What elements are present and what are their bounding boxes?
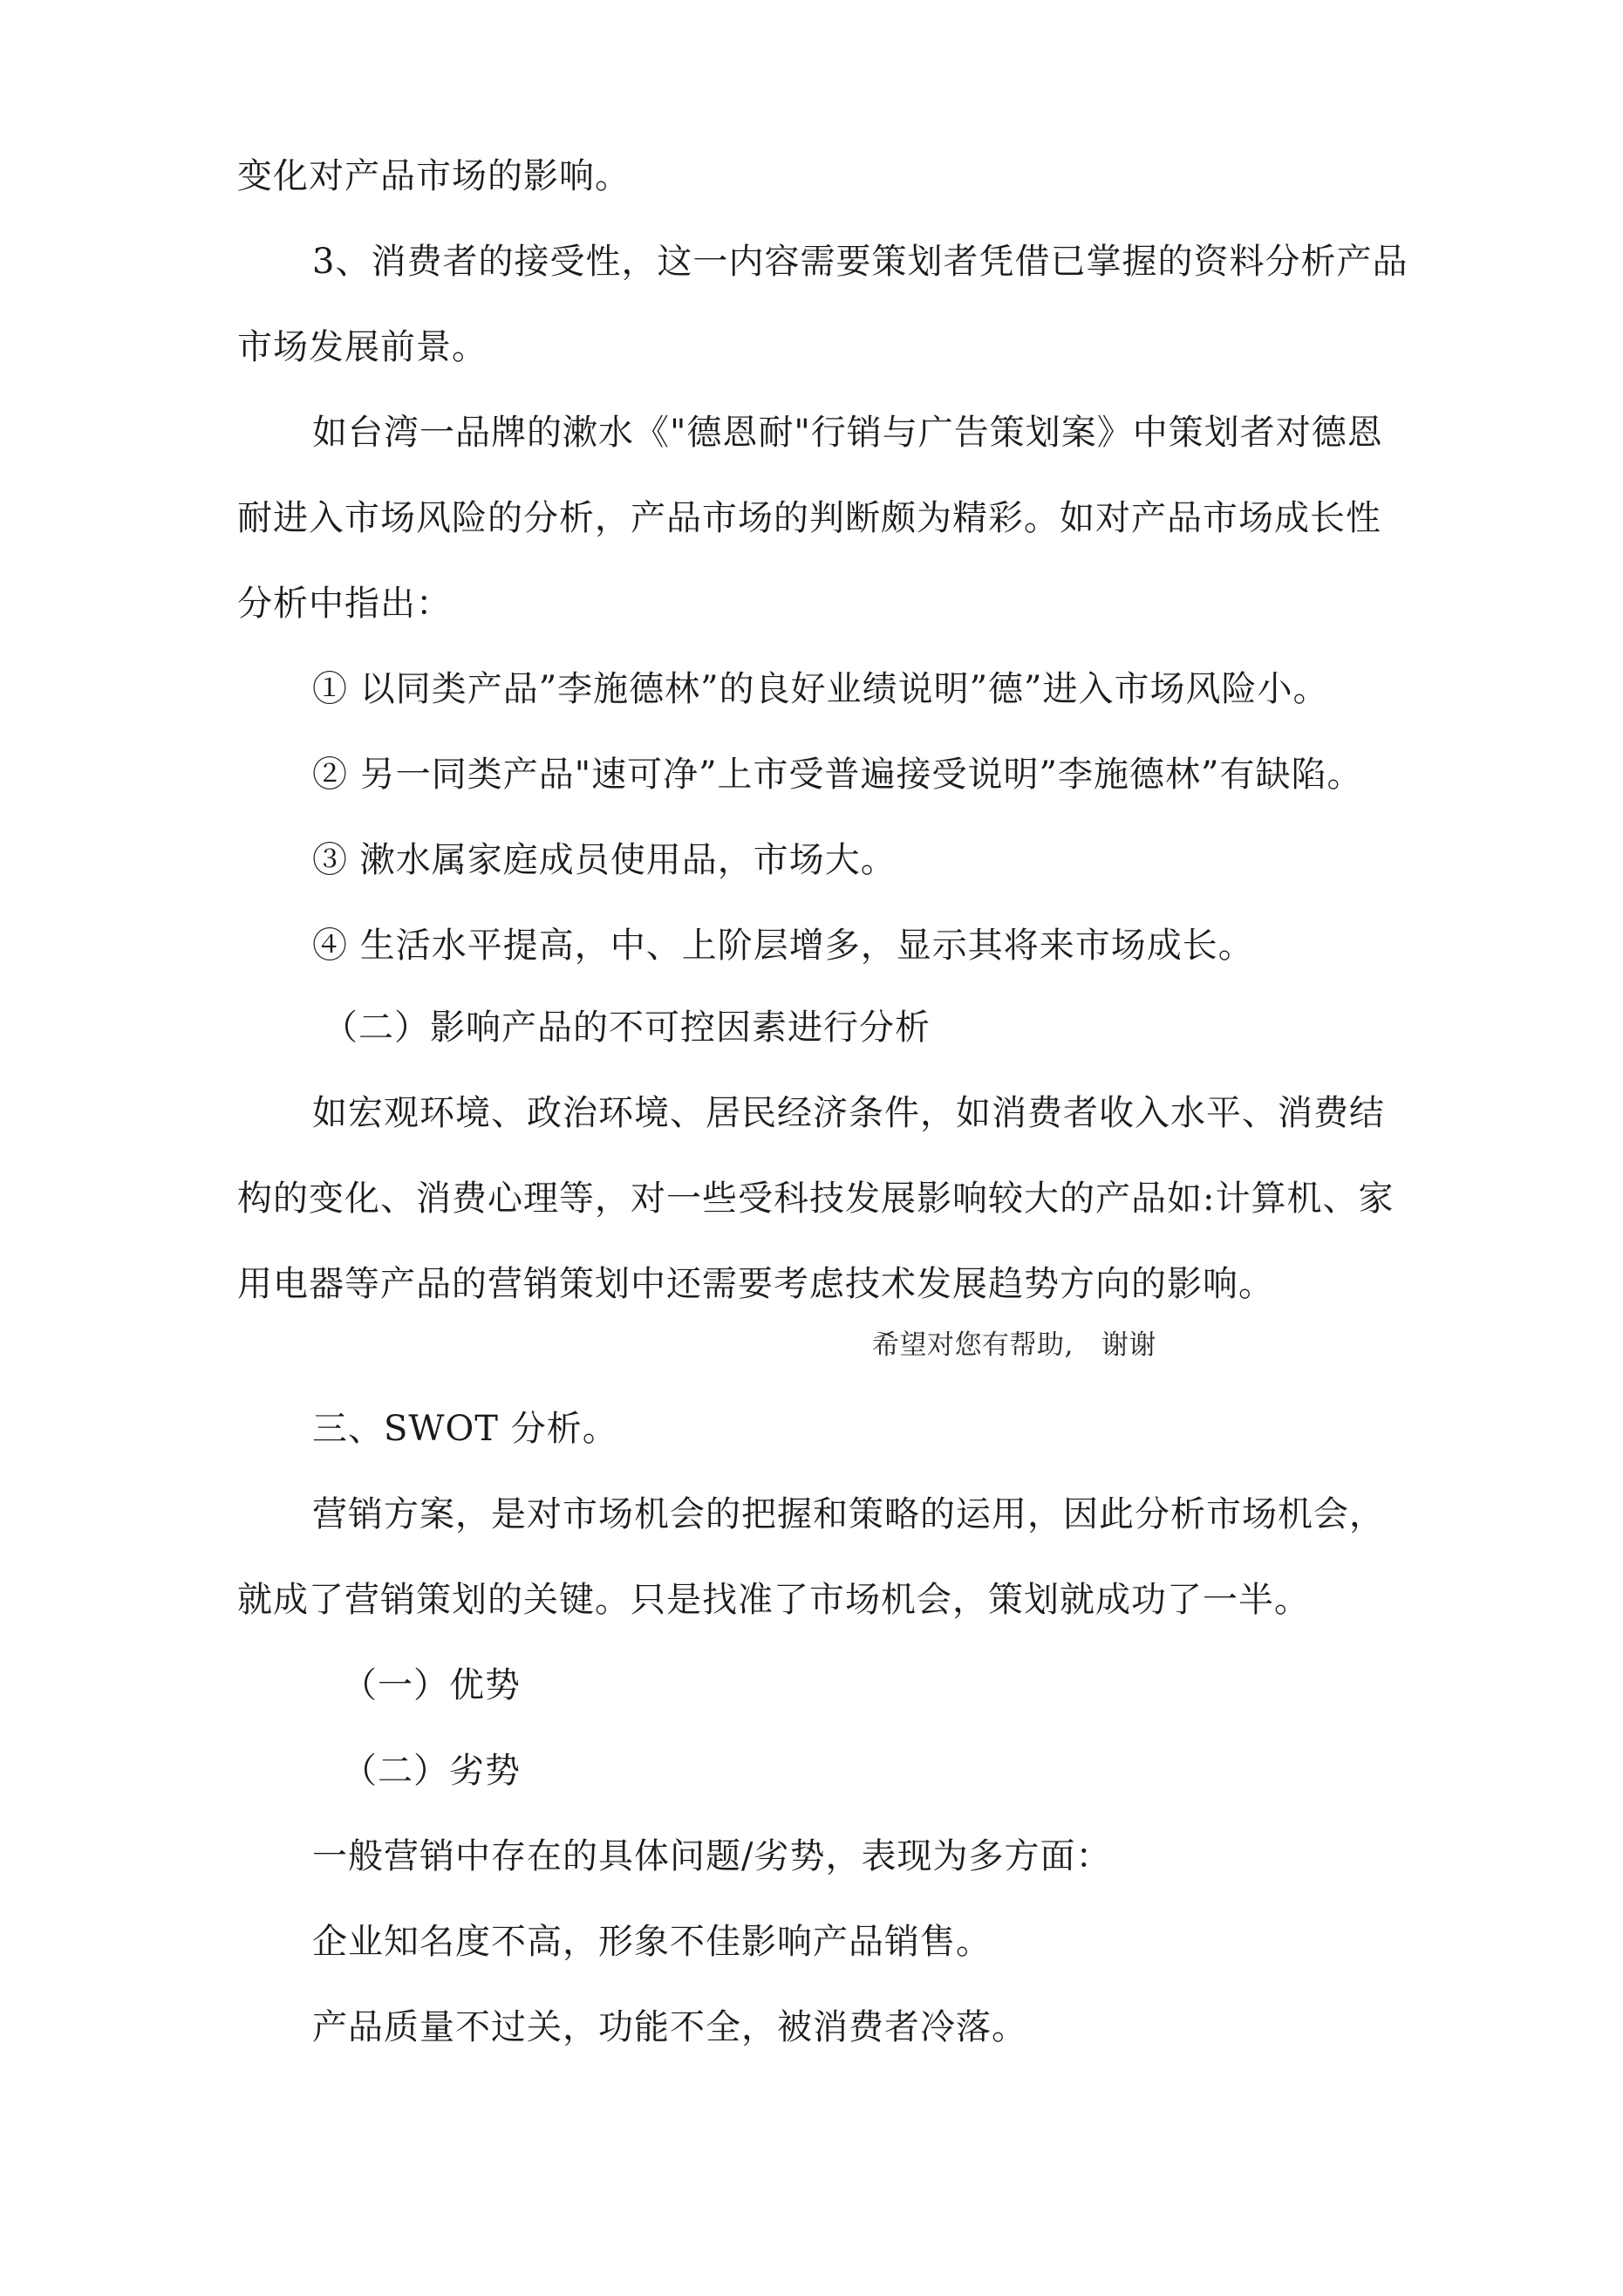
subheading: （二）劣势 xyxy=(342,1751,521,1791)
footer-note xyxy=(872,1328,1156,1363)
paragraph-line: 用电器等产品的营销策划中还需要考虑技术发展趋势方向的影响。 xyxy=(237,1264,1274,1304)
subheading: （一）优势 xyxy=(342,1665,521,1705)
paragraph-line: 耐进入市场风险的分析，产品市场的判断颇为精彩。如对产品市场成长性 xyxy=(237,498,1381,538)
note-text: 希望对您有帮助, xyxy=(872,1329,1074,1361)
paragraph-line: 3、消费者的接受性，这一内容需要策划者凭借已掌握的资料分析产品 xyxy=(312,242,1408,282)
list-item: ① 以同类产品”李施德林”的良好业绩说明”德”进入市场风险小。 xyxy=(312,669,1329,709)
paragraph-line: 一般营销中存在的具体问题/劣势，表现为多方面： xyxy=(312,1836,1112,1876)
section-heading: （二）影响产品的不可控因素进行分析 xyxy=(323,1008,931,1048)
list-item: ② 另一同类产品"速可净”上市受普遍接受说明”李施德林”有缺陷。 xyxy=(312,755,1363,795)
paragraph-line: 变化对产品市场的影响。 xyxy=(237,156,631,196)
paragraph-line: 分析中指出： xyxy=(237,584,452,624)
paragraph-line: 就成了营销策划的关键。只是找准了市场机会，策划就成功了一半。 xyxy=(237,1580,1310,1620)
paragraph-line: 营销方案，是对市场机会的把握和策略的运用，因此分析市场机会， xyxy=(312,1494,1385,1534)
paragraph-line: 市场发展前景。 xyxy=(237,327,488,367)
list-item: ④ 生活水平提高，中、上阶层增多，显示其将来市场成长。 xyxy=(312,926,1254,966)
note-thanks: 谢谢 xyxy=(1101,1329,1156,1361)
section-heading: 三、SWOT 分析。 xyxy=(312,1409,618,1449)
paragraph-line: 企业知名度不高，形象不佳影响产品销售。 xyxy=(312,1922,992,1962)
paragraph-line: 构的变化、消费心理等，对一些受科技发展影响较大的产品如:计算机、家 xyxy=(237,1179,1395,1219)
paragraph-line: 如宏观环境、政治环境、居民经济条件，如消费者收入水平、消费结 xyxy=(312,1093,1385,1133)
paragraph-line: 产品质量不过关，功能不全，被消费者冷落。 xyxy=(312,2007,1027,2047)
paragraph-line: 如台湾一品牌的漱水《"德恩耐"行销与广告策划案》中策划者对德恩 xyxy=(312,413,1383,453)
list-item: ③ 漱水属家庭成员使用品，市场大。 xyxy=(312,840,897,880)
